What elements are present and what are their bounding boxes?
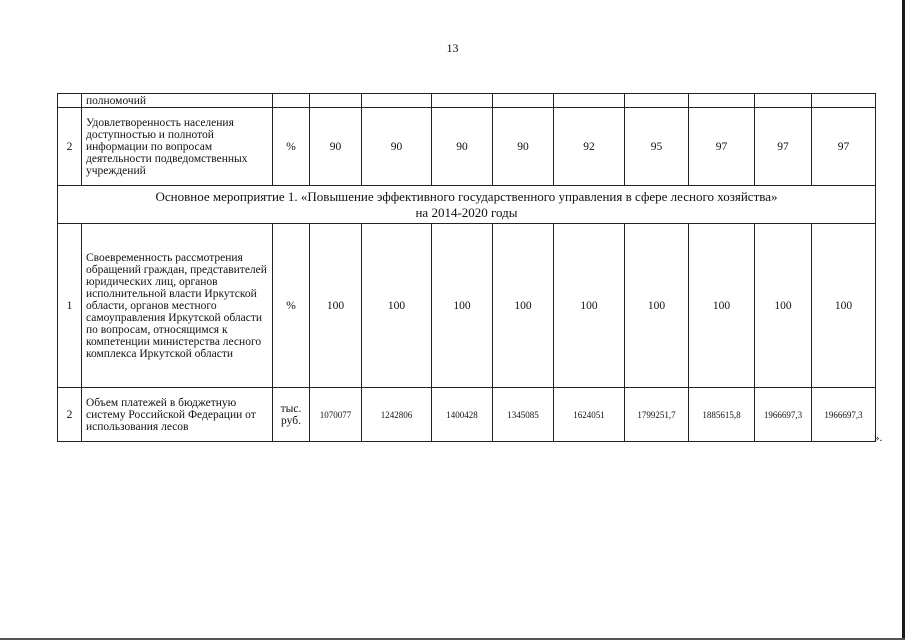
value-cell: 90 (310, 108, 362, 186)
value-cell: 100 (554, 224, 625, 388)
value-cell: 100 (689, 224, 755, 388)
num-cell: 2 (58, 388, 82, 442)
value-cell: 100 (432, 224, 493, 388)
value-cell: 1242806 (362, 388, 432, 442)
value-cell (493, 94, 554, 108)
section-heading-line-1: Основное мероприятие 1. «Повышение эффективного государственного управления в сфере лесного хозяйства» (155, 188, 778, 204)
section-heading-line-2: на 2014-2020 годы (415, 204, 518, 220)
value-cell: 100 (812, 224, 876, 388)
num-cell: 1 (58, 224, 82, 388)
section-heading (58, 186, 876, 224)
table-row (58, 108, 876, 186)
value-cell (310, 94, 362, 108)
page-number: 13 (446, 41, 459, 55)
value-cell: 1624051 (554, 388, 625, 442)
value-cell: 1345085 (493, 388, 554, 442)
value-cell: 97 (689, 108, 755, 186)
table-row (58, 388, 876, 442)
value-cell: 90 (432, 108, 493, 186)
value-cell: 1400428 (432, 388, 493, 442)
value-cell: 1966697,3 (812, 388, 876, 442)
description-cell: Объем платежей в бюджетную систему Российской Федерации от использования лесов (82, 388, 273, 442)
section-heading-row (58, 186, 876, 224)
value-cell (432, 94, 493, 108)
value-cell (755, 94, 812, 108)
indicators-table (57, 93, 876, 442)
value-cell (689, 94, 755, 108)
unit-cell: % (273, 108, 310, 186)
value-cell: 100 (755, 224, 812, 388)
unit-cell (273, 94, 310, 108)
value-cell (362, 94, 432, 108)
unit-cell: % (273, 224, 310, 388)
value-cell: 97 (812, 108, 876, 186)
num-cell (58, 94, 82, 108)
value-cell: 95 (625, 108, 689, 186)
value-cell: 100 (310, 224, 362, 388)
description-cell: Удовлетворенность населения доступностью и полнотой информации по вопросам деятельности подведомственных учреждений (82, 108, 273, 186)
value-cell: 97 (755, 108, 812, 186)
closing-quote: ». (874, 432, 883, 444)
value-cell: 1885615,8 (689, 388, 755, 442)
value-cell: 90 (362, 108, 432, 186)
value-cell (812, 94, 876, 108)
value-cell: 100 (362, 224, 432, 388)
value-cell (625, 94, 689, 108)
value-cell: 1070077 (310, 388, 362, 442)
unit-cell: тыс. руб. (273, 388, 310, 442)
value-cell: 92 (554, 108, 625, 186)
description-cell: полномочий (82, 94, 273, 108)
value-cell: 1966697,3 (755, 388, 812, 442)
table-row (58, 94, 876, 108)
description-cell: Своевременность рассмотрения обращений граждан, представителей юридических лиц, органов исполнительной власти Иркутской области, органов местного самоуправления Иркутской области по вопросам, относящимся к компетенции министерства лесного комплекса Иркутской области (82, 224, 273, 388)
value-cell: 90 (493, 108, 554, 186)
value-cell: 100 (625, 224, 689, 388)
value-cell: 100 (493, 224, 554, 388)
value-cell: 1799251,7 (625, 388, 689, 442)
num-cell: 2 (58, 108, 82, 186)
table-row (58, 224, 876, 388)
value-cell (554, 94, 625, 108)
